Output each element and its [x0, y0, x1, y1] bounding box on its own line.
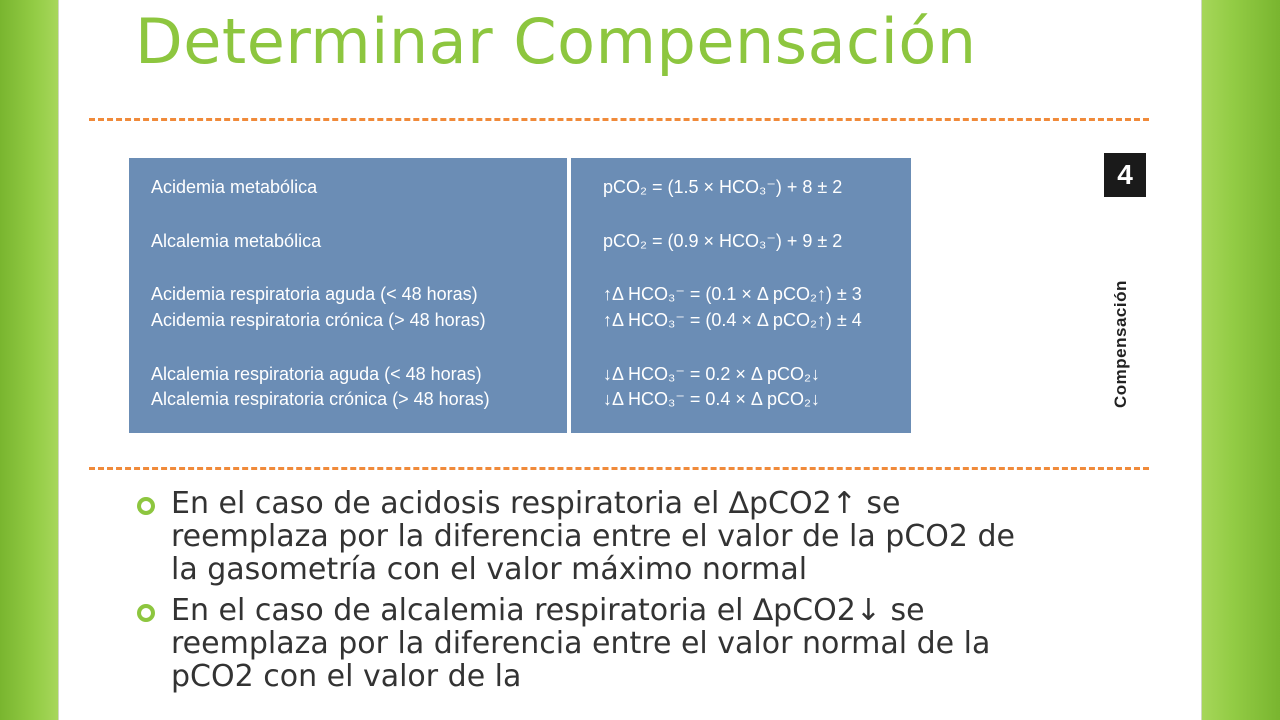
formula-cell: ↑Δ HCO₃⁻ = (0.1 × Δ pCO₂↑) ± 3 — [603, 284, 862, 304]
bullet-item — [137, 594, 1037, 693]
compensation-table — [129, 158, 911, 433]
bullet-ring-icon — [137, 604, 155, 622]
bullet-ring-icon — [137, 497, 155, 515]
bottom-dashed-divider — [89, 467, 1149, 470]
formula-cell: ↓Δ HCO₃⁻ = 0.2 × Δ pCO₂↓ — [603, 364, 820, 384]
bullet-list — [137, 487, 1037, 697]
top-dashed-divider — [89, 118, 1149, 121]
formula-cell: pCO₂ = (0.9 × HCO₃⁻) + 9 ± 2 — [603, 231, 843, 251]
section-side-label: Compensación — [1111, 280, 1130, 408]
condition-cell: Alcalemia respiratoria crónica (> 48 horas) — [151, 389, 490, 409]
formula-cell: pCO₂ = (1.5 × HCO₃⁻) + 8 ± 2 — [603, 177, 843, 197]
condition-cell: Acidemia respiratoria aguda (< 48 horas) — [151, 284, 478, 304]
bullet-text: En el caso de alcalemia respiratoria el ∆pCO2↓ se reemplaza por la diferencia entre el valor normal de la pCO2 con el valor de la — [171, 593, 991, 694]
slide-title: Determinar Compensación — [135, 5, 977, 78]
formula-cell: ↓Δ HCO₃⁻ = 0.4 × Δ pCO₂↓ — [603, 389, 820, 409]
formula-column — [571, 158, 911, 433]
condition-cell: Alcalemia metabólica — [151, 231, 322, 251]
formula-cell: ↑Δ HCO₃⁻ = (0.4 × Δ pCO₂↑) ± 4 — [603, 310, 862, 330]
condition-column — [129, 158, 571, 433]
left-green-frame — [0, 0, 58, 720]
page-number-badge: 4 — [1104, 153, 1146, 197]
right-green-frame — [1200, 0, 1280, 720]
condition-cell: Alcalemia respiratoria aguda (< 48 horas) — [151, 364, 482, 384]
bullet-text: En el caso de acidosis respiratoria el ∆pCO2↑ se reemplaza por la diferencia entre el valor de la pCO2 de la gasometría con el valor máximo normal — [171, 486, 1015, 587]
condition-cell: Acidemia respiratoria crónica (> 48 horas) — [151, 310, 486, 330]
bullet-item — [137, 487, 1037, 586]
slide — [58, 0, 1202, 720]
condition-cell: Acidemia metabólica — [151, 177, 318, 197]
